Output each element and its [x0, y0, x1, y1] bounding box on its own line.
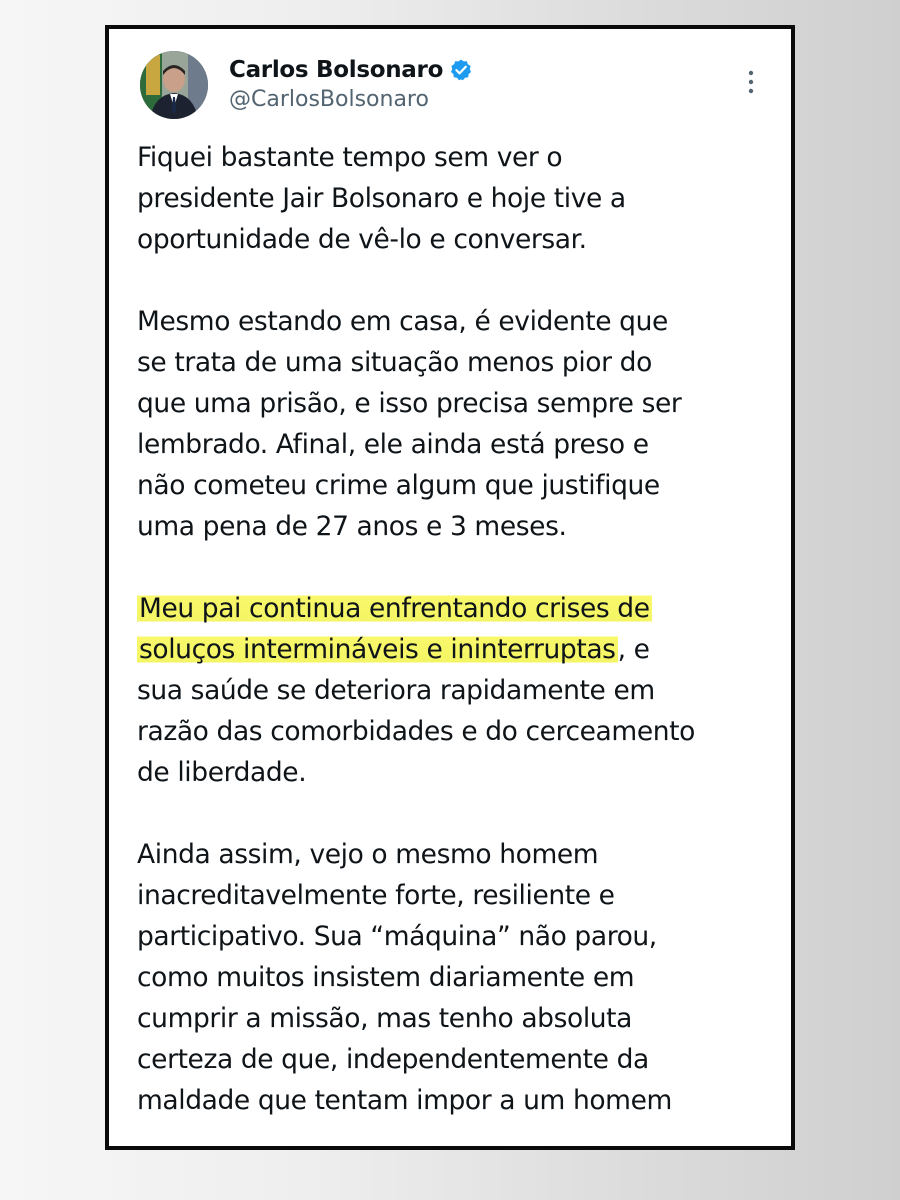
author-handle[interactable]: @CarlosBolsonaro: [229, 87, 429, 112]
text-line: Mesmo estando em casa, é evidente que: [137, 306, 668, 337]
text-line: participativo. Sua “máquina” não parou,: [137, 921, 657, 952]
tweet-paragraph-2: [137, 301, 787, 547]
more-vertical-icon[interactable]: [745, 65, 757, 101]
tweet-header: [137, 47, 771, 127]
avatar-photo: [140, 51, 208, 119]
text-line: cumprir a missão, mas tenho absoluta: [137, 1003, 633, 1034]
text-line-highlighted: [137, 629, 787, 670]
text-line: Fiquei bastante tempo sem ver o: [137, 142, 563, 173]
highlight-marker: Meu pai continua enfrentando crises de: [139, 593, 650, 624]
text-line: lembrado. Afinal, ele ainda está preso e: [137, 429, 649, 460]
text-line-highlighted: [137, 588, 787, 629]
author-name-row: [229, 53, 473, 87]
text-line: certeza de que, independentemente da: [137, 1044, 649, 1075]
avatar[interactable]: [140, 51, 208, 119]
tweet-card: [105, 25, 795, 1150]
text-line: razão das comorbidades e do cerceamento: [137, 716, 695, 747]
text-line: presidente Jair Bolsonaro e hoje tive a: [137, 183, 626, 214]
text-line: de liberdade.: [137, 757, 307, 788]
text-line: se trata de uma situação menos pior do: [137, 347, 652, 378]
text-line: uma pena de 27 anos e 3 meses.: [137, 511, 567, 542]
author-display-name[interactable]: Carlos Bolsonaro: [229, 57, 444, 83]
tweet-paragraph-3: [137, 588, 787, 793]
tweet-paragraph-1: [137, 137, 787, 260]
text-line: que uma prisão, e isso precisa sempre ser: [137, 388, 682, 419]
text-line: inacreditavelmente forte, resiliente e: [137, 880, 615, 911]
text-line: não cometeu crime algum que justifique: [137, 470, 660, 501]
tweet-paragraph-4: [137, 834, 787, 1121]
text-line: como muitos insistem diariamente em: [137, 962, 635, 993]
text-line: oportunidade de vê-lo e conversar.: [137, 224, 587, 255]
text-line: maldade que tentam impor a um homem: [137, 1085, 672, 1116]
text-line: sua saúde se deteriora rapidamente em: [137, 675, 655, 706]
tweet-text: [137, 137, 787, 1150]
highlight-marker: soluços intermináveis e ininterruptas: [139, 634, 616, 665]
highlight-tail: , e: [617, 634, 650, 665]
text-line: Ainda assim, vejo o mesmo homem: [137, 839, 599, 870]
verified-badge-icon: [449, 58, 473, 82]
